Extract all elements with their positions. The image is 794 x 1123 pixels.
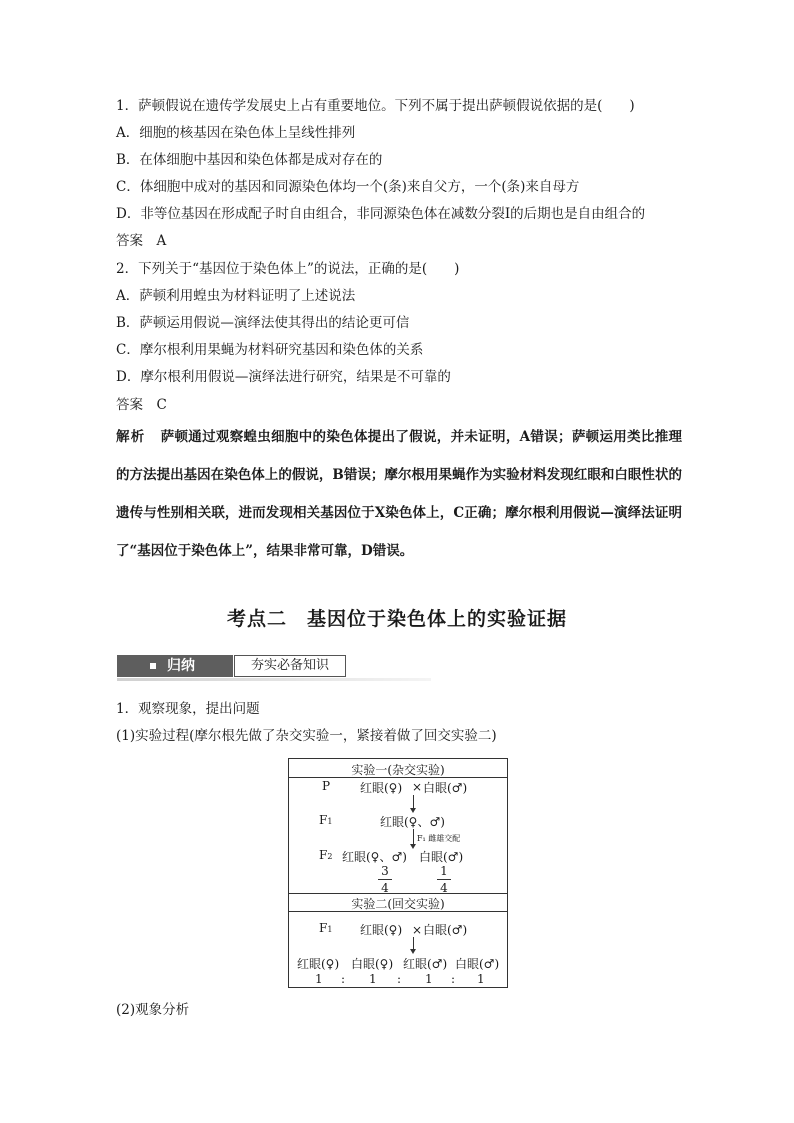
offspring-red-female: 红眼(♀) [297,957,340,971]
ratio-value: 1 [425,972,433,986]
cross-symbol: × [412,923,423,937]
section-title: 考点二 基因位于染色体上的实验证据 [226,608,567,630]
exp2-red-eye-female: 红眼(♀) [360,923,403,937]
down-arrow-icon [413,937,414,950]
question-2-option-a: A．萨顿利用蝗虫为材料证明了上述说法 [116,288,356,304]
item-1-heading: 1．观察现象，提出问题 [116,701,260,717]
exp2-f1-label: F1 [319,921,333,935]
generation-f2-label: F2 [319,848,333,862]
question-1-stem: 1．萨顿假说在遗传学发展史上占有重要地位。下列不属于提出萨顿假说依据的是( ) [116,98,635,114]
section-banner [117,655,431,681]
figure-divider [289,893,507,894]
ratio-separator: : [341,972,346,986]
question-2-option-b: B．萨顿运用假说—演绎法使其得出的结论更可信 [116,315,410,331]
experiment-2-title: 实验二(回交实验) [351,897,445,911]
question-1-answer: 答案 A [116,233,167,249]
down-arrow-icon [413,795,414,809]
analysis-text: 萨顿通过观察蝗虫细胞中的染色体提出了假说，并未证明，A错误；萨顿运用类比推理的方法提出基因在染色体上的假说，B错误；摩尔根用果蝇作为实验材料发现红眼和白眼性状的遗传与性别相关联，进而发现相关基因位于X染色体上，C正确；摩尔根利用假说—演绎法证明了“基因位于染色体上”，结果非常可靠，D错误。 [116,429,682,559]
item-1-sub-1: (1)实验过程(摩尔根先做了杂交实验一，紧接着做了回交实验二) [116,728,497,744]
generation-f1-label: F1 [319,813,333,827]
p-white-eye-male: 白眼(♂) [423,781,468,795]
cross-symbol: × [412,780,423,794]
square-bullet-icon [150,663,156,669]
banner-dark-tab [117,655,233,677]
offspring-white-female: 白眼(♀) [351,957,394,971]
banner-strip [117,678,431,681]
question-1-option-a: A．细胞的核基因在染色体上呈线性排列 [116,125,356,141]
ratio-separator: : [397,972,402,986]
fraction-red: 3 4 [378,864,392,895]
banner-left-label: 归纳 [167,658,195,674]
question-2-option-d: D．摩尔根利用假说—演绎法进行研究，结果是不可靠的 [116,369,451,385]
fraction-white: 1 4 [437,864,451,895]
experiment-1-title: 实验一(杂交实验) [351,763,445,777]
f1-red-eye: 红眼(♀、♂) [380,815,445,829]
f2-white-eye: 白眼(♂) [419,850,464,864]
question-1-option-c: C．体细胞中成对的基因和同源染色体均一个(条)来自父方，一个(条)来自母方 [116,179,580,195]
question-2-option-c: C．摩尔根利用果蝇为材料研究基因和染色体的关系 [116,342,424,358]
experiment-figure [288,758,508,988]
down-arrow-icon [413,829,414,845]
ratio-separator: : [451,972,456,986]
question-2-stem: 2．下列关于“基因位于染色体上”的说法，正确的是( ) [116,261,460,277]
f1-mating-note: F₁ 雌雄交配 [417,834,461,843]
banner-right-label: 夯实必备知识 [234,655,346,677]
generation-p-label: P [322,779,331,793]
question-2-analysis [116,418,682,570]
offspring-white-male: 白眼(♂) [455,957,500,971]
figure-divider [289,911,507,912]
question-2-answer: 答案 C [116,397,167,413]
question-1-option-b: B．在体细胞中基因和染色体都是成对存在的 [116,152,383,168]
exp2-white-eye-male: 白眼(♂) [423,923,468,937]
p-red-eye-female: 红眼(♀) [360,781,403,795]
offspring-red-male: 红眼(♂) [403,957,448,971]
item-1-sub-2: (2)观象分析 [116,1002,190,1018]
f2-red-eye: 红眼(♀、♂) [342,850,407,864]
figure-divider [289,777,507,778]
question-1-option-d: D．非等位基因在形成配子时自由组合，非同源染色体在减数分裂Ⅰ的后期也是自由组合的 [116,206,646,222]
ratio-value: 1 [477,972,485,986]
ratio-value: 1 [369,972,377,986]
ratio-value: 1 [315,972,323,986]
analysis-label: 解析 [116,429,146,445]
